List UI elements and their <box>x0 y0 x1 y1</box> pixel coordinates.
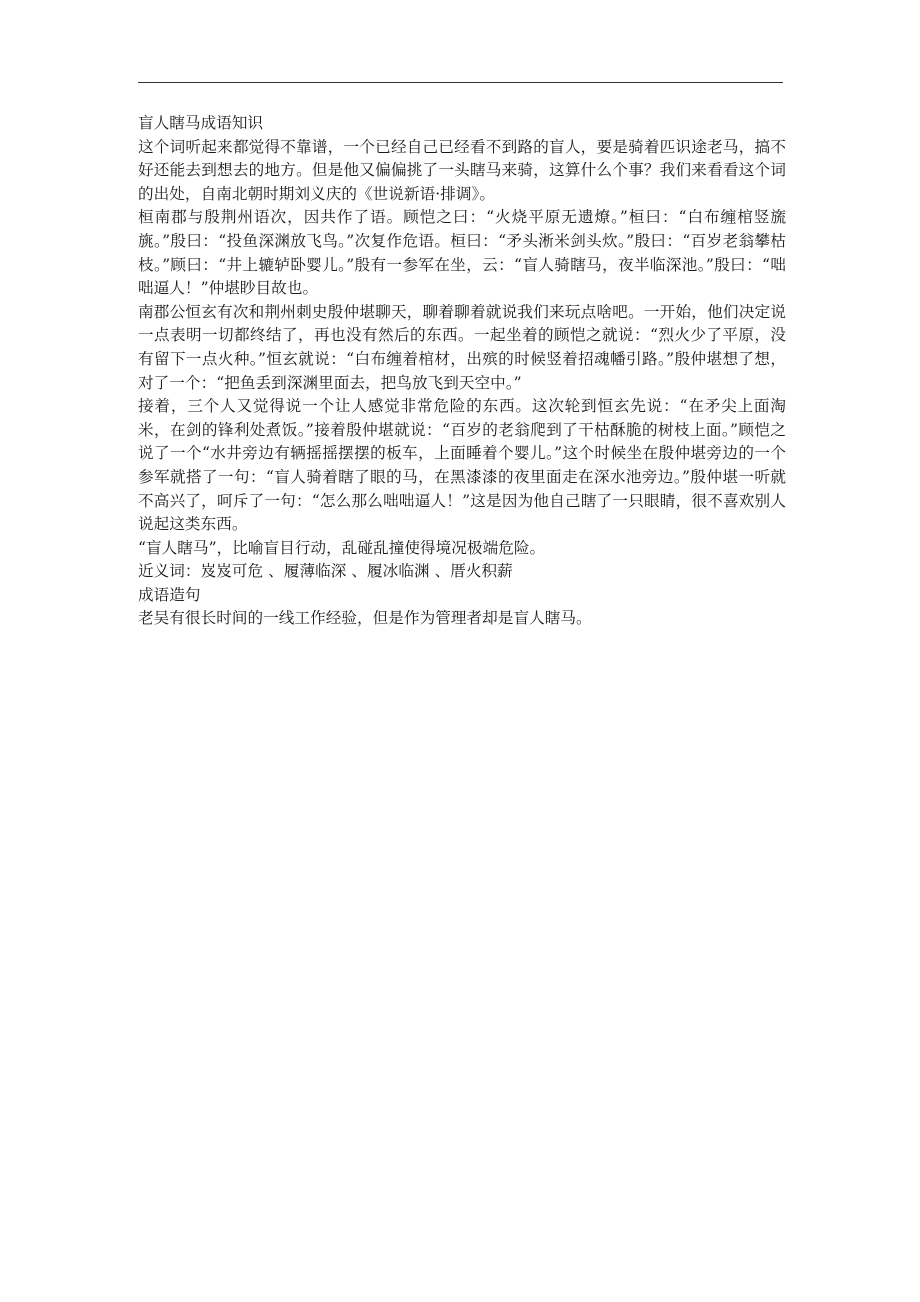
paragraph-example-sentence: 老吴有很长时间的一线工作经验，但是作为管理者却是盲人瞎马。 <box>138 609 592 628</box>
paragraph-story-part2: 接着，三个人又觉得说一个让人感觉非常危险的东西。这次轮到恒玄先说：“在矛尖上面淘米，在剑的锋利处煮饭。”接着殷仲堪就说：“百岁的老翁爬到了干枯酥脆的树枝上面。”顾恺之说了一个“水井旁边有辆摇摇摆摆的板车，上面睡着个婴儿。”这个时候坐在殷仲堪旁边的一个参军就搭了一句：“盲人骑着瞎了眼的马，在黑漆漆的夜里面走在深水池旁边。”殷仲堪一听就不高兴了，呵斥了一句：“怎么那么咄咄逼人！”这是因为他自己瞎了一只眼睛，很不喜欢别人说起这类东西。 <box>138 397 786 534</box>
document-title: 盲人瞎马成语知识 <box>138 114 264 132</box>
paragraph-meaning: “盲人瞎马”，比喻盲目行动，乱碰乱撞使得境况极端危险。 <box>138 538 546 557</box>
paragraph-intro: 这个词听起来都觉得不靠谱，一个已经自己已经看不到路的盲人，要是骑着匹识途老马，搞不好还能去到想去的地方。但是他又偏偏挑了一头瞎马来骑，这算什么个事？我们来看看这个词的出处，自南北朝时期刘义庆的《世说新语·排调》。 <box>138 137 786 203</box>
document-body <box>138 112 786 631</box>
paragraph-synonyms: 近义词：岌岌可危 、履薄临深 、履冰临渊 、厝火积薪 <box>138 562 513 581</box>
header-rule <box>138 82 783 83</box>
section-heading-example: 成语造句 <box>138 585 201 604</box>
paragraph-source-text: 桓南郡与殷荆州语次，因共作了语。顾恺之曰：“火烧平原无遗燎。”桓曰：“白布缠棺竖旒旐。”殷曰：“投鱼深渊放飞鸟。”次复作危语。桓曰：“矛头淅米剑头炊。”殷曰：“百岁老翁攀枯枝。”顾曰：“井上辘轳卧婴儿。”殷有一参军在坐，云：“盲人骑瞎马，夜半临深池。”殷曰：“咄咄逼人！”仲堪眇目故也。 <box>138 208 786 298</box>
paragraph-story-part1: 南郡公恒玄有次和荆州刺史殷仲堪聊天，聊着聊着就说我们来玩点啥吧。一开始，他们决定说一点表明一切都终结了，再也没有然后的东西。一起坐着的顾恺之就说：“烈火少了平原，没有留下一点火种。”恒玄就说：“白布缠着棺材，出殡的时候竖着招魂幡引路。”殷仲堪想了想，对了一个：“把鱼丢到深渊里面去，把鸟放飞到天空中。” <box>138 302 786 392</box>
